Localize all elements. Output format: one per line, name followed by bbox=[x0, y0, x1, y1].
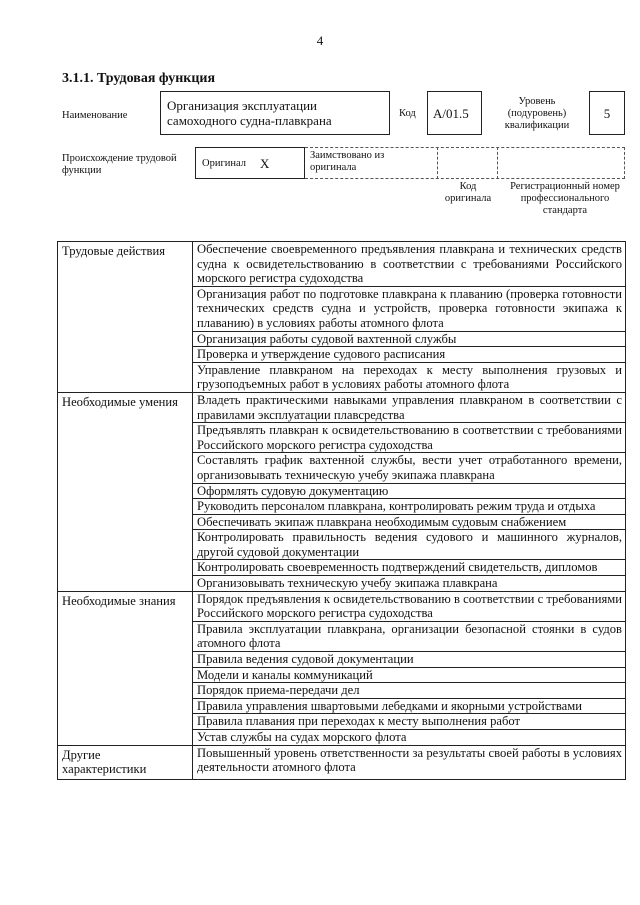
original-mark: X bbox=[260, 156, 270, 171]
function-table bbox=[57, 241, 626, 780]
code-value: A/01.5 bbox=[433, 106, 469, 121]
item-cell: Правила эксплуатации плавкрана, организации безопасной стоянки в судов атомного флота bbox=[193, 621, 626, 651]
table-row bbox=[58, 745, 626, 779]
code-label: Код bbox=[399, 108, 416, 119]
reg-number-caption: Регистрационный номер профессионального стандарта bbox=[510, 181, 620, 216]
origin-dash-v1 bbox=[437, 147, 438, 179]
category-cell: Трудовые действия bbox=[58, 242, 193, 393]
item-cell: Проверка и утверждение судового расписания bbox=[193, 347, 626, 363]
item-cell: Организовывать техническую учебу экипажа плавкрана bbox=[193, 576, 626, 592]
original-box bbox=[195, 147, 305, 179]
origin-label: Происхождение трудовой функции bbox=[62, 153, 177, 176]
category-cell: Необходимые знания bbox=[58, 591, 193, 745]
borrowed-label: Заимствовано из оригинала bbox=[310, 150, 385, 173]
item-cell: Контролировать правильность ведения судового и машинного журналов, другой судовой документации bbox=[193, 530, 626, 560]
item-cell: Составлять график вахтенной службы, вести учет отработанного времени, организовывать техническую учебу экипажа плавкрана bbox=[193, 453, 626, 483]
name-value-box bbox=[160, 91, 390, 135]
page-number: 4 bbox=[316, 33, 324, 48]
item-cell: Руководить персоналом плавкрана, контролировать режим труда и отдыха bbox=[193, 499, 626, 515]
original-label: Оригинал bbox=[202, 158, 246, 169]
item-cell: Управление плавкраном на переходах к месту выполнения грузовых и грузоподъемных работ в условиях работы атомного флота bbox=[193, 362, 626, 392]
item-cell: Устав службы на судах морского флота bbox=[193, 730, 626, 746]
category-cell: Необходимые умения bbox=[58, 392, 193, 591]
table-row bbox=[58, 242, 626, 287]
item-cell: Правила управления швартовыми лебедками и якорными устройствами bbox=[193, 698, 626, 714]
item-cell: Модели и каналы коммуникаций bbox=[193, 667, 626, 683]
origin-dash-top bbox=[305, 147, 625, 148]
level-value-box bbox=[589, 91, 625, 135]
item-cell: Оформлять судовую документацию bbox=[193, 483, 626, 499]
item-cell: Контролировать своевременность подтверждений свидетельств, дипломов bbox=[193, 560, 626, 576]
table-row bbox=[58, 591, 626, 621]
item-cell: Правила плавания при переходах к месту выполнения работ bbox=[193, 714, 626, 730]
origin-dash-v2 bbox=[497, 147, 498, 179]
level-label: Уровень (подуровень) квалификации bbox=[504, 96, 570, 131]
item-cell: Правила ведения судовой документации bbox=[193, 652, 626, 668]
category-cell: Другие характеристики bbox=[58, 745, 193, 779]
origin-dash-v3 bbox=[624, 147, 625, 179]
item-cell: Повышенный уровень ответственности за результаты своей работы в условиях деятельности атомного флота bbox=[193, 745, 626, 779]
name-label: Наименование bbox=[62, 110, 128, 121]
level-value: 5 bbox=[603, 106, 611, 121]
item-cell: Владеть практическими навыками управления плавкраном в соответствии с правилами эксплуатации плавсредства bbox=[193, 392, 626, 422]
item-cell: Организация работы судовой вахтенной службы bbox=[193, 331, 626, 347]
code-value-box bbox=[427, 91, 482, 135]
item-cell: Порядок приема-передачи дел bbox=[193, 683, 626, 699]
item-cell: Организация работ по подготовке плавкрана к плаванию (проверка готовности технических средств судна и устройств, проверка готовности экипажа к плаванию) в условиях работы атомного флота bbox=[193, 286, 626, 331]
table-row bbox=[58, 392, 626, 422]
item-cell: Порядок предъявления к освидетельствованию в соответствии с требованиями Российского морского регистра судоходства bbox=[193, 591, 626, 621]
item-cell: Предъявлять плавкран к освидетельствованию в соответствии с требованиями Российского морского регистра судоходства bbox=[193, 423, 626, 453]
code-original-caption: Код оригинала bbox=[444, 181, 492, 204]
item-cell: Обеспечивать экипаж плавкрана необходимым судовым снабжением bbox=[193, 514, 626, 530]
section-heading: 3.1.1. Трудовая функция bbox=[62, 71, 216, 86]
name-value: Организация эксплуатации самоходного судна-плавкрана bbox=[167, 98, 332, 128]
origin-dash-bottom bbox=[305, 178, 625, 179]
item-cell: Обеспечение своевременного предъявления плавкрана и технических средств судна к освидетельствованию в соответствии с требованиями Российского морского регистра судоходства bbox=[193, 242, 626, 287]
